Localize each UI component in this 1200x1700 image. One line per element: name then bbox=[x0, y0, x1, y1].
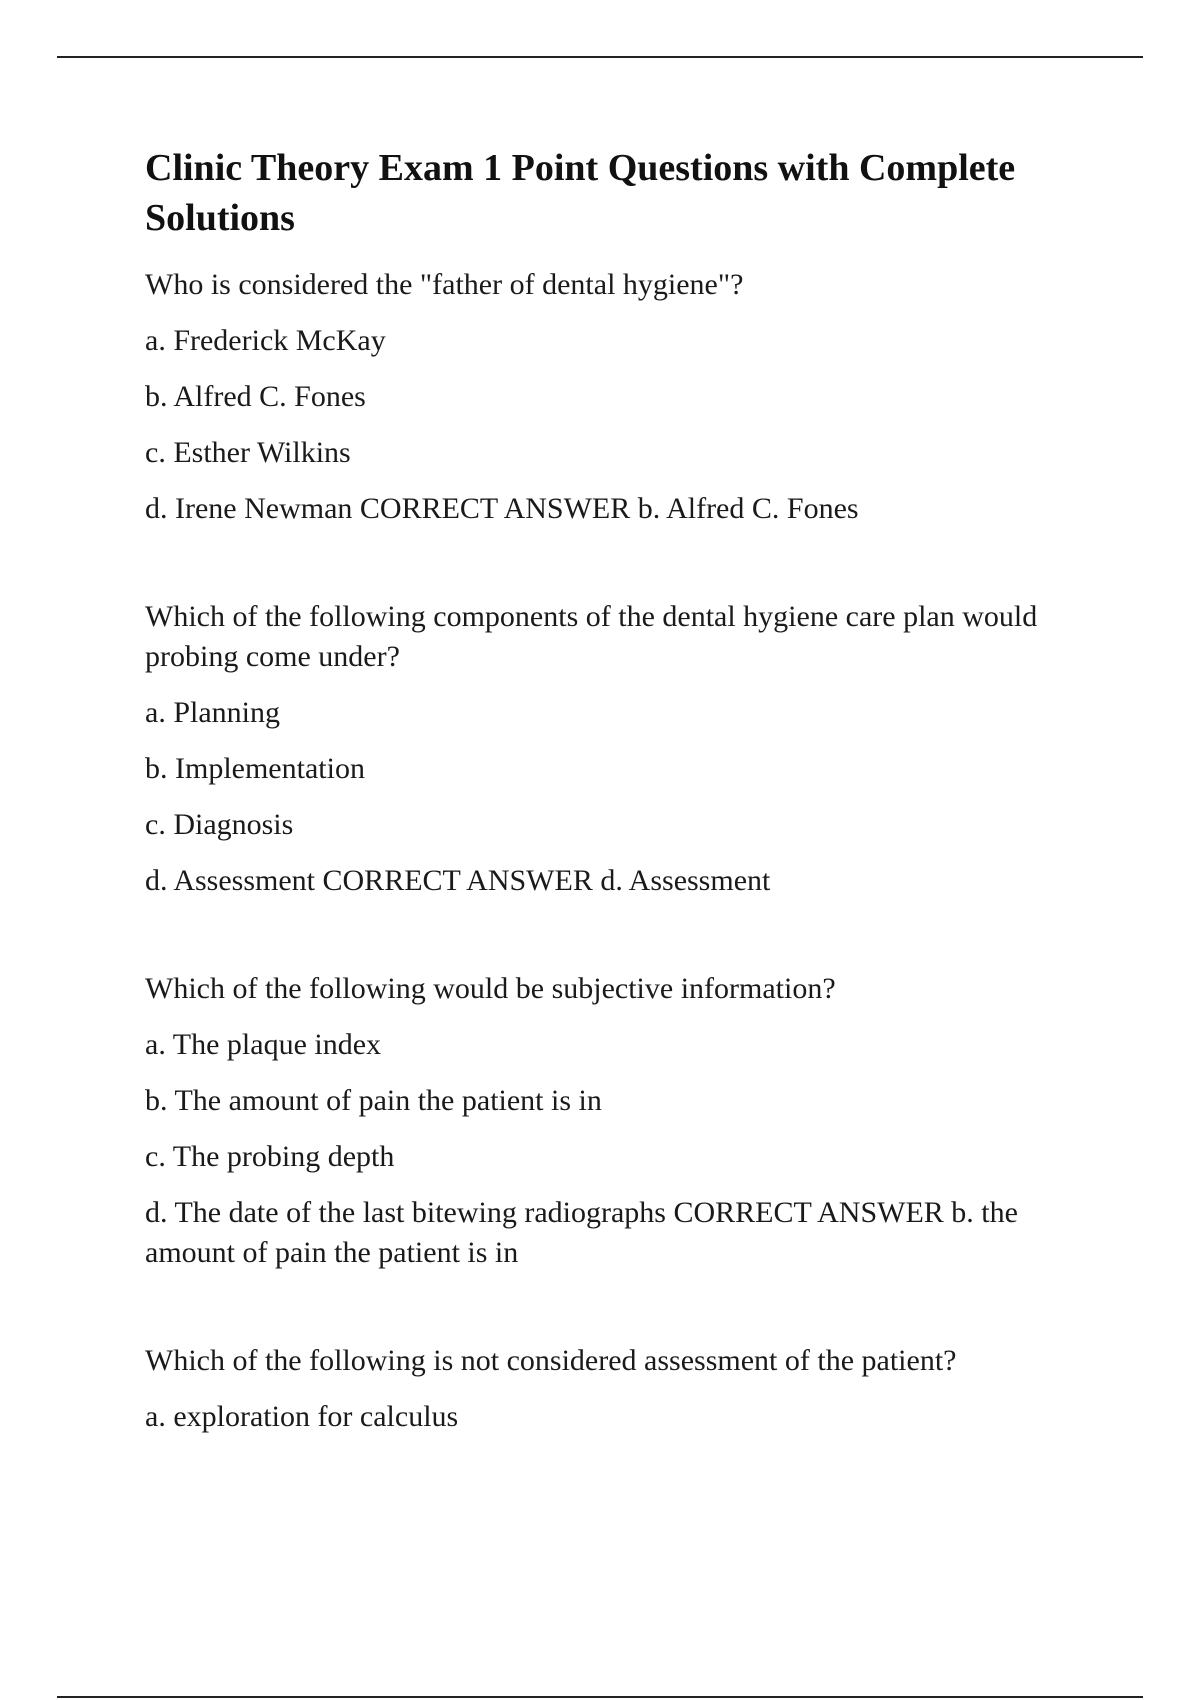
answer-option: c. Diagnosis bbox=[145, 808, 294, 841]
question-text: Which of the following is not considered assessment of the patient? bbox=[145, 1344, 957, 1377]
question-block bbox=[145, 1341, 1100, 1437]
document-body bbox=[145, 143, 1100, 1505]
answer-option: a. Frederick McKay bbox=[145, 324, 386, 357]
question-text: Who is considered the "father of dental hygiene"? bbox=[145, 268, 744, 301]
answer-option: c. Esther Wilkins bbox=[145, 436, 351, 469]
question-block bbox=[145, 265, 1100, 529]
answer-option: b. Alfred C. Fones bbox=[145, 380, 366, 413]
top-divider bbox=[57, 56, 1143, 58]
bottom-divider bbox=[57, 1696, 1143, 1698]
answer-option: c. The probing depth bbox=[145, 1140, 395, 1173]
answer-option-with-correct-answer: d. Irene Newman CORRECT ANSWER b. Alfred C. Fones bbox=[145, 492, 859, 525]
answer-option-with-correct-answer: d. The date of the last bitewing radiographs CORRECT ANSWER b. the amount of pain the patient is in bbox=[145, 1196, 1018, 1269]
question-block bbox=[145, 597, 1100, 901]
answer-option-with-correct-answer: d. Assessment CORRECT ANSWER d. Assessment bbox=[145, 864, 771, 897]
answer-option: b. Implementation bbox=[145, 752, 365, 785]
document-title: Clinic Theory Exam 1 Point Questions with Complete Solutions bbox=[145, 147, 1016, 239]
answer-option: a. The plaque index bbox=[145, 1028, 382, 1061]
answer-option: b. The amount of pain the patient is in bbox=[145, 1084, 602, 1117]
question-text: Which of the following would be subjective information? bbox=[145, 972, 836, 1005]
answer-option: a. exploration for calculus bbox=[145, 1400, 459, 1433]
answer-option: a. Planning bbox=[145, 696, 280, 729]
question-text: Which of the following components of the dental hygiene care plan would probing come under? bbox=[145, 600, 1038, 673]
question-block bbox=[145, 969, 1100, 1273]
